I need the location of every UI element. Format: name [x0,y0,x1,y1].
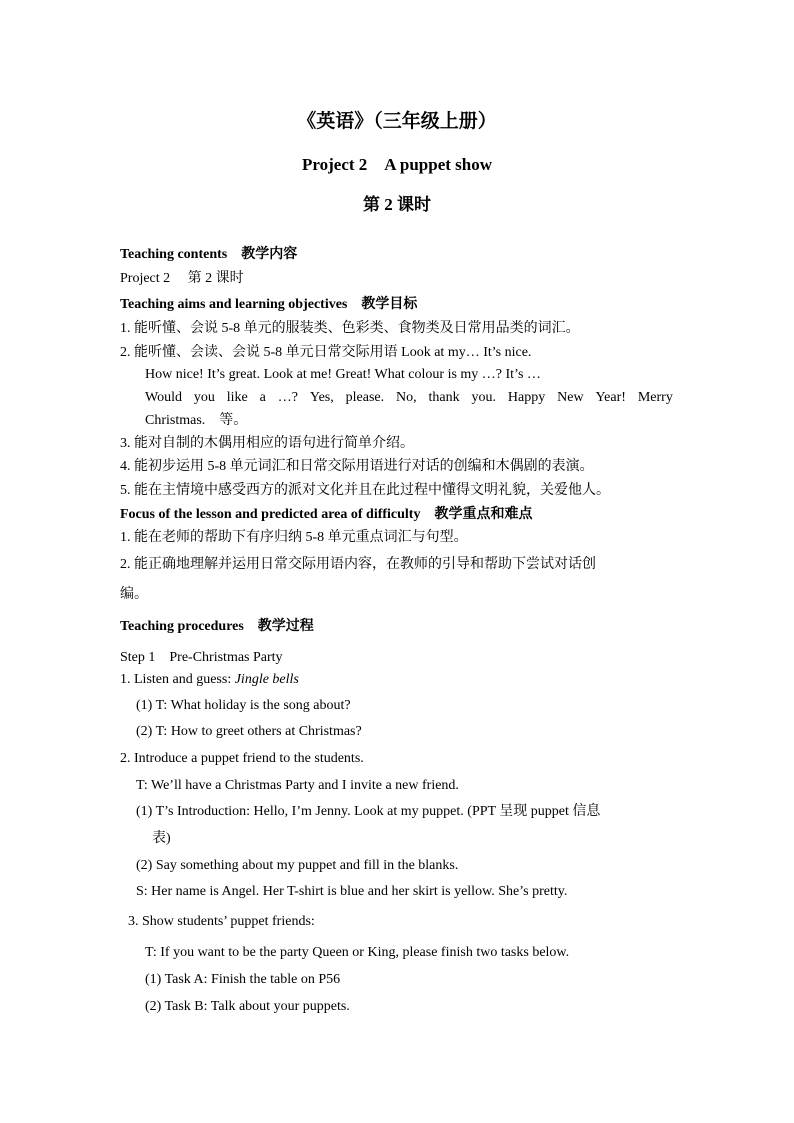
focus-item-2-cont: 编。 [120,587,148,602]
aim-item-5: 5. 能在主情境中感受西方的派对文化并且在此过程中懂得文明礼貌，关爱他人。 [120,483,610,498]
word: Yes, [309,390,334,405]
question-1: (1) T: What holiday is the song about? [136,698,351,713]
procedures-heading: Teaching procedures 教学过程 [120,619,314,634]
listen-guess-label: 1. Listen and guess: [120,672,235,687]
aim-item-2-cont-3: Christmas. 等。 [145,413,248,428]
document-title: 《英语》（三年级上册） [297,111,497,132]
say-something-line: (2) Say something about my puppet and fill in the blanks. [136,858,459,873]
aim-item-2-cont-2 [145,389,673,407]
focus-heading: Focus of the lesson and predicted area of difficulty 教学重点和难点 [120,507,533,522]
aim-item-1: 1. 能听懂、会说 5-8 单元的服装类、色彩类、食物类及日常用品类的词汇。 [120,321,580,336]
focus-item-1: 1. 能在老师的帮助下有序归纳 5-8 单元重点词汇与句型。 [120,530,468,545]
word: you. [471,390,497,405]
aim-item-2: 2. 能听懂、会读、会说 5-8 单元日常交际用语 Look at my… It’s nice. [120,345,532,360]
word: Merry [637,390,673,405]
student-answer: S: Her name is Angel. Her T-shirt is blue and her skirt is yellow. She’s pretty. [136,884,568,899]
step-1: Step 1 Pre-Christmas Party [120,650,283,665]
listen-guess-line [120,671,299,689]
word: New [557,390,584,405]
lesson-title: 第 2 课时 [363,195,431,214]
word: you [193,390,215,405]
word: …? [277,390,298,405]
aim-item-3: 3. 能对自制的木偶用相应的语句进行简单介绍。 [120,436,414,451]
word: Year! [595,390,626,405]
aim-item-4: 4. 能初步运用 5-8 单元词汇和日常交际用语进行对话的创编和木偶剧的表演。 [120,459,594,474]
contents-text: Project 2 第 2 课时 [120,271,244,286]
word: Would [145,390,182,405]
word: No, [396,390,417,405]
teacher-invite: T: We’ll have a Christmas Party and I invite a new friend. [136,778,459,793]
teacher-introduction: (1) T’s Introduction: Hello, I’m Jenny. Look at my puppet. (PPT 呈现 puppet 信息 [136,804,601,819]
task-a: (1) Task A: Finish the table on P56 [145,972,341,987]
word: Happy [507,390,546,405]
word: thank [428,390,460,405]
teacher-tasks: T: If you want to be the party Queen or King, please finish two tasks below. [145,945,570,960]
teacher-introduction-cont: 表) [152,831,171,846]
project-title: Project 2 A puppet show [302,155,492,174]
word: please. [345,390,385,405]
song-title: Jingle bells [234,672,299,687]
task-b: (2) Task B: Talk about your puppets. [145,999,350,1014]
introduce-line: 2. Introduce a puppet friend to the students. [120,751,364,766]
contents-heading: Teaching contents 教学内容 [120,247,298,262]
aim-item-2-cont-1: How nice! It’s great. Look at me! Great! What colour is my …? It’s … [145,367,541,382]
question-2: (2) T: How to greet others at Christmas? [136,724,362,739]
show-puppets-line: 3. Show students’ puppet friends: [128,914,315,929]
word: like [226,390,248,405]
focus-item-2: 2. 能正确地理解并运用日常交际用语内容，在教师的引导和帮助下尝试对话创 [120,557,596,572]
word: a [259,390,266,405]
aims-heading: Teaching aims and learning objectives 教学目标 [120,297,418,312]
